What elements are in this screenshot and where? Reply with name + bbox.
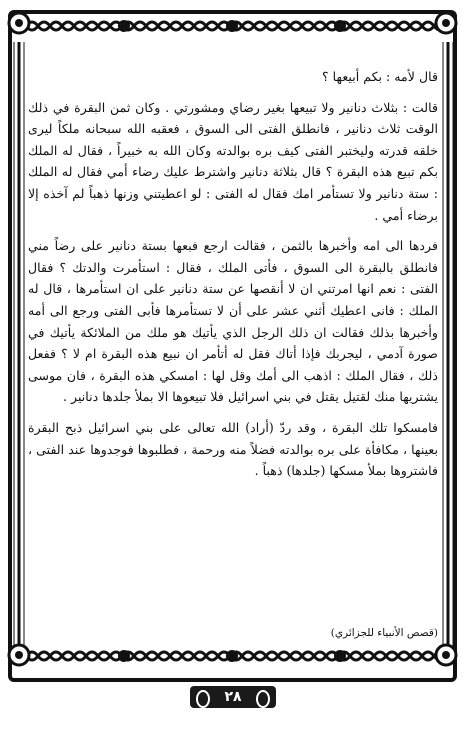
paragraph-3: فردها الى امه وأخبرها بالثمن ، فقالت ارجع فبعها بستة دنانير على رضاً مني فانطلق بالبقرة الى السوق ، فأتى الملك ، فقال : استأمرت والدتك ؟ فقال الفتى : نعم انها امرتني ان لا أنقصها عن ستة دنانير على ان استأمرها ، قال له الملك : فانى اعطيك أثني عشر على أن لا تستأمرها فأبى الفتى ورجع الى أمه وأخبرها بذلك فقالت ان ذلك الرجل الذي يأتيك هو ملك من الملائكة يأتيك في صورة آدمي ، ليجربك فإذا أتاك فقل له أتأمر ان نبيع هذه البقرة ام لا ؟ ففعل ذلك ، فقال الملك : اذهب الى أمك وقل لها : امسكي هذه البقرة ، فان موسى يشتريها منك لقتيل يقتل في بني اسرائيل فلا تبيعوها الا بملأ جلدها دنانير .: [28, 238, 438, 405]
top-rope-ornament: [14, 16, 451, 36]
corner-knot-top-left: [6, 10, 32, 36]
page-number: ٢٨: [224, 689, 242, 705]
bottom-rope-ornament: [14, 646, 451, 666]
paragraph-2: قالت : بثلاث دنانير ولا تبيعها بغير رضاي ومشورتي . وكان ثمن البقرة في ذلك الوقت ثلاث دنانير ، فانطلق الفتى الى السوق ، فعقبه الله سبحانه ملكاً ليرى خلقه قدرته وليختبر الفتى كيف بره بوالدته وكان الله به خبيراً ، فقال له الملك بكم تبيع هذه البقرة ؟ قال بثلاثة دنانير واشترط عليك رضاء أمي فقال له الملك : ستة دنانير ولا تستأمر امك فقال له الفتى : لو اعطيتني وزنها ذهباً لم آخذه إلا برضاء أمي .: [28, 99, 438, 223]
paragraph-4: فامسكوا تلك البقرة ، وقد ردّ (أراد) الله تعالى على بني اسرائيل ذبح البقرة بعينها ، مكافأة على بره بوالدته فضلاً منه ورحمة ، فطلبوها فوجدوها عند الفتى ، فاشتروها بملأ مسكها (جلدها) ذهباً .: [28, 419, 438, 479]
left-rope-ornament: [12, 42, 26, 646]
right-rope-ornament: [441, 42, 455, 646]
source-citation: (قصص الأنبياء للجزائري): [330, 627, 438, 639]
page-number-plate: [190, 686, 276, 708]
page-body-text: [28, 60, 438, 645]
corner-knot-bottom-right: [433, 642, 459, 668]
corner-knot-bottom-left: [6, 642, 32, 668]
paragraph-1: قال لأمه : بكم أبيعها ؟: [322, 69, 438, 84]
corner-knot-top-right: [433, 10, 459, 36]
